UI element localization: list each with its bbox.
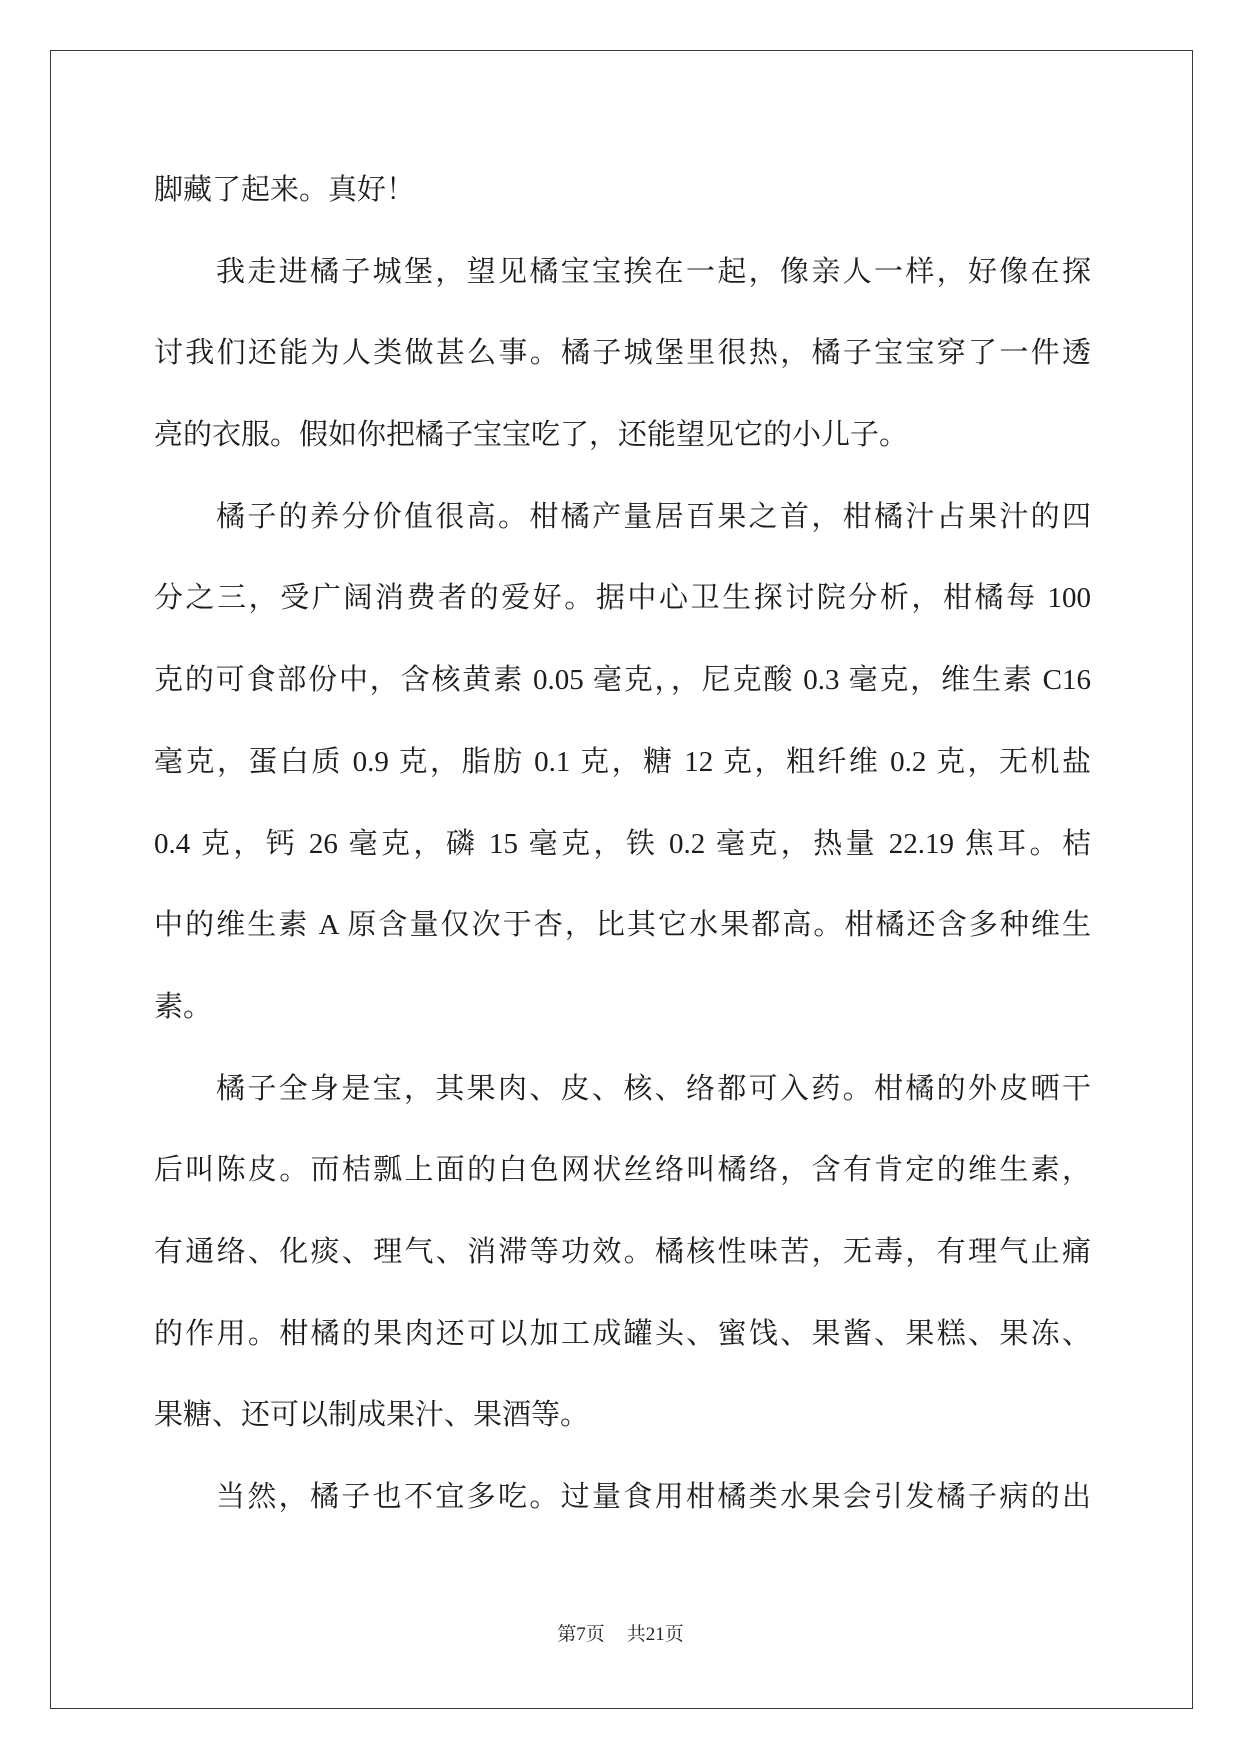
text-line: 讨我们还能为人类做甚么事。橘子城堡里很热，橘子宝宝穿了一件透 (154, 337, 1091, 370)
text-line: 克的可食部份中，含核黄素 0.05 毫克，，尼克酸 0.3 毫克，维生素 C16 (154, 664, 1091, 697)
page-number: 第7页 (557, 1624, 605, 1645)
text-line: 毫克，蛋白质 0.9 克，脂肪 0.1 克，糖 12 克，粗纤维 0.2 克，无机盐 (154, 745, 1091, 778)
text-line: 当然，橘子也不宜多吃。过量食用柑橘类水果会引发橘子病的出 (216, 1481, 1091, 1513)
text-line: 有通络、化痰、理气、消滞等功效。橘核性味苦，无毒，有理气止痛 (154, 1235, 1091, 1268)
text-line: 中的维生素 A 原含量仅次于杏，比其它水果都高。柑橘还含多种维生 (154, 909, 1091, 942)
text-line: 我走进橘子城堡，望见橘宝宝挨在一起，像亲人一样，好像在探 (216, 255, 1091, 288)
page-footer (0, 1620, 1241, 1650)
text-line: 亮的衣服。假如你把橘子宝宝吃了，还能望见它的小儿子。 (154, 419, 909, 452)
text-line: 0.4 克，钙 26 毫克，磷 15 毫克，铁 0.2 毫克，热量 22.19 焦耳。桔 (154, 827, 1091, 860)
text-line: 果糖、还可以制成果汁、果酒等。 (154, 1399, 590, 1432)
text-line: 橘子的养分价值很高。柑橘产量居百果之首，柑橘汁占果汁的四 (216, 500, 1091, 533)
page-total: 共21页 (626, 1624, 684, 1645)
text-line: 后叫陈皮。而桔瓢上面的白色网状丝络叫橘络，含有肯定的维生素， (154, 1154, 1091, 1187)
text-line: 素。 (154, 990, 213, 1023)
text-line: 的作用。柑橘的果肉还可以加工成罐头、蜜饯、果酱、果糕、果冻、 (154, 1317, 1091, 1350)
text-line: 脚藏了起来。真好！ (154, 174, 416, 206)
document-body (154, 150, 1091, 1539)
text-line: 分之三，受广阔消费者的爱好。据中心卫生探讨院分析，柑橘每 100 (154, 582, 1091, 615)
text-line: 橘子全身是宝，其果肉、皮、核、络都可入药。柑橘的外皮晒干 (216, 1072, 1091, 1105)
